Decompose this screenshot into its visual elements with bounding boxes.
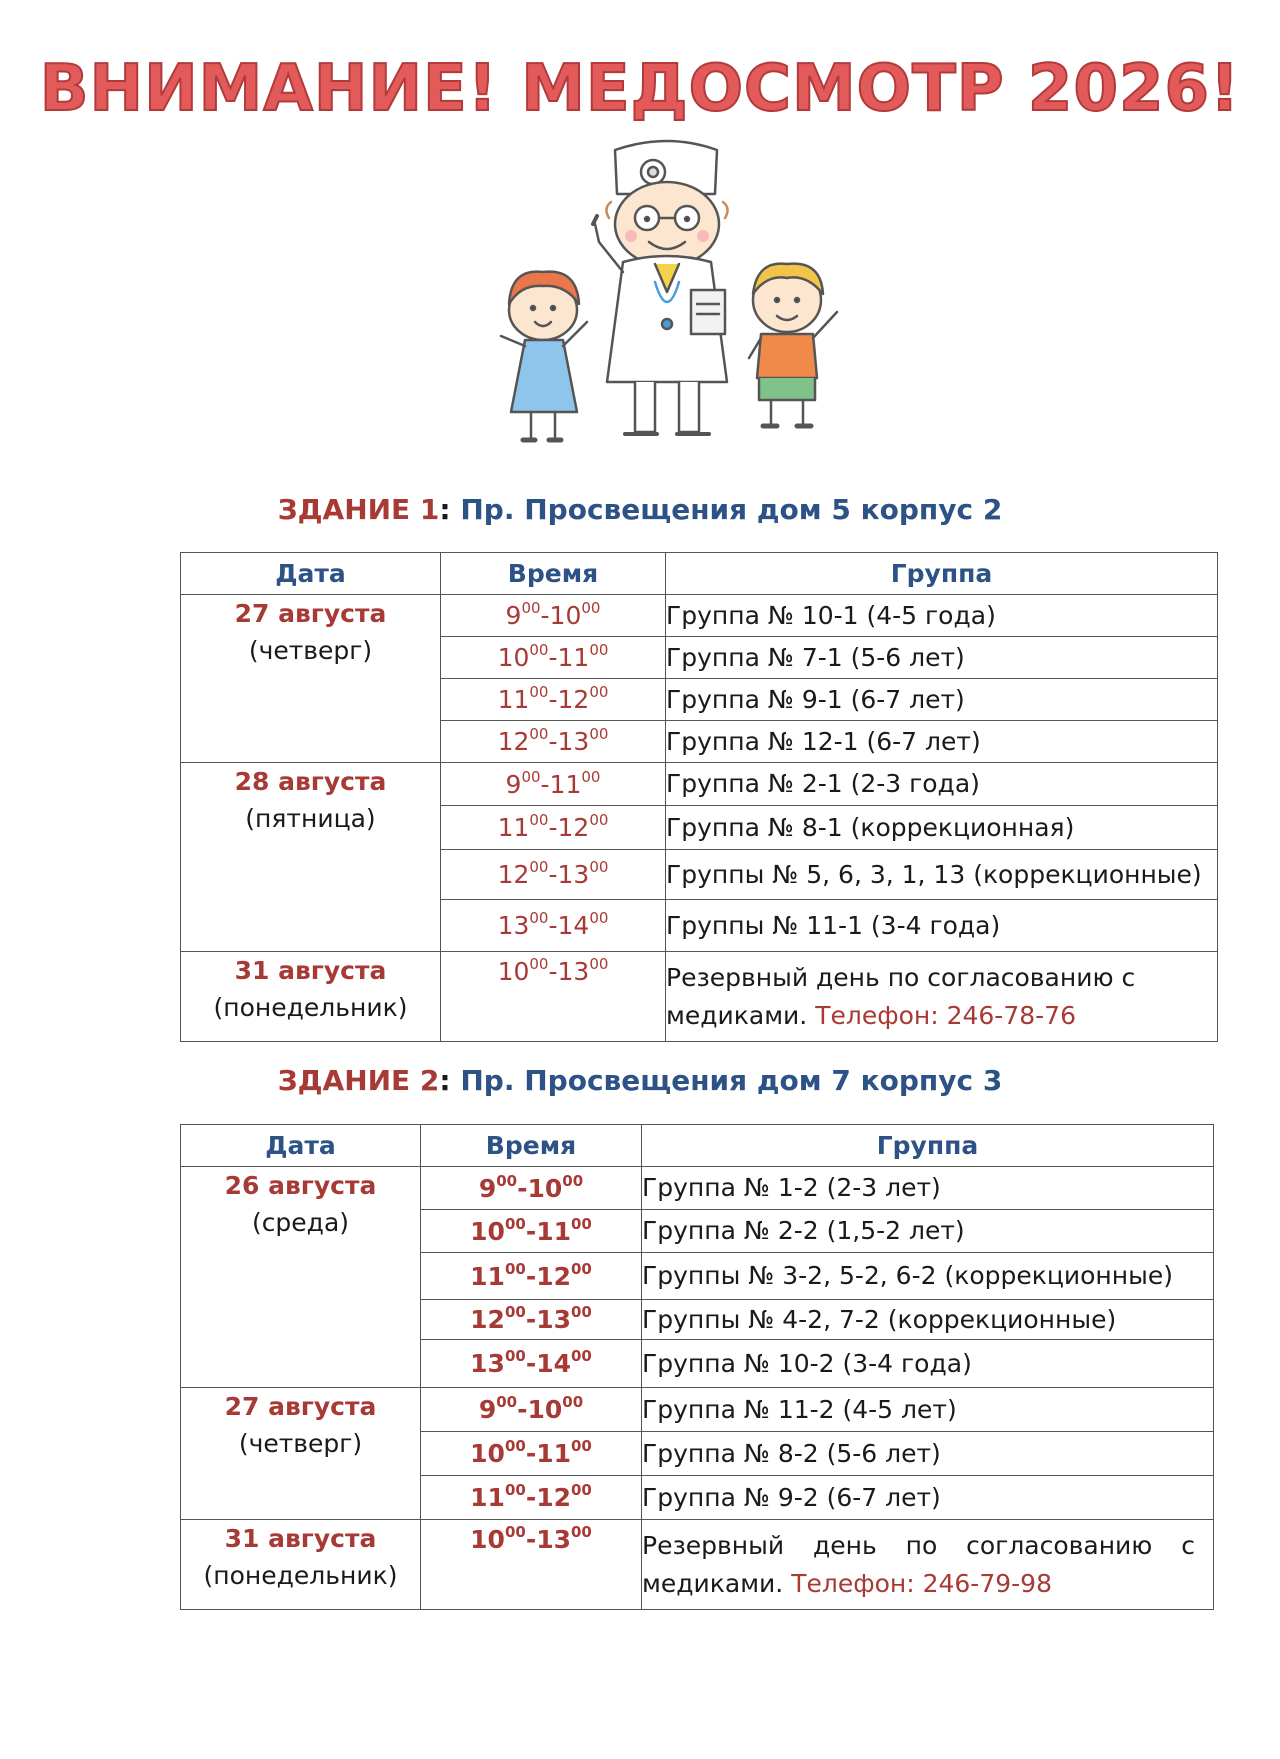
time-cell: $12^{00}-13^{00}$ <box>441 721 666 763</box>
date-cell <box>181 1167 421 1388</box>
building-1-heading <box>0 493 1280 526</box>
time-cell: $11^{00}-12^{00}$ <box>441 806 666 850</box>
group-cell: Группа № 12-1 (6-7 лет) <box>666 721 1218 763</box>
date-cell <box>181 595 441 763</box>
date: 31 августа <box>224 1524 377 1553</box>
time-cell: $12^{00}-13^{00}$ <box>421 1300 642 1340</box>
group-cell <box>642 1520 1214 1610</box>
date: 27 августа <box>224 1392 377 1421</box>
group-cell: Группа № 9-1 (6-7 лет) <box>666 679 1218 721</box>
weekday: (пятница) <box>245 804 376 833</box>
time-cell: $10^{00}-11^{00}$ <box>421 1210 642 1253</box>
date-cell <box>181 952 441 1042</box>
time-cell: $11^{00}-12^{00}$ <box>441 679 666 721</box>
time-cell: $10^{00}-11^{00}$ <box>441 637 666 679</box>
group-cell: Группы № 11-1 (3-4 года) <box>666 900 1218 952</box>
time-cell: $9^{00}-10^{00}$ <box>421 1167 642 1210</box>
date: 27 августа <box>234 599 387 628</box>
date-cell <box>181 1388 421 1520</box>
building-2-heading <box>0 1064 1280 1097</box>
time-cell: $9^{00}-10^{00}$ <box>441 595 666 637</box>
table-header-row <box>181 553 1218 595</box>
time-cell: $10^{00}-13^{00}$ <box>441 952 666 1042</box>
building-1-address: Пр. Просвещения дом 5 корпус 2 <box>450 493 1003 526</box>
doctor-with-children-illustration <box>495 132 845 462</box>
group-cell: Группа № 1-2 (2-3 лет) <box>642 1167 1214 1210</box>
group-cell: Группа № 9-2 (6-7 лет) <box>642 1476 1214 1520</box>
table-row <box>181 952 1218 1042</box>
group-cell: Группы № 4-2, 7-2 (коррекционные) <box>642 1300 1214 1340</box>
time-cell: $13^{00}-14^{00}$ <box>441 900 666 952</box>
date: 26 августа <box>224 1171 377 1200</box>
time-cell: $10^{00}-13^{00}$ <box>421 1520 642 1610</box>
heading-separator: : <box>439 493 451 526</box>
group-cell: Группа № 7-1 (5-6 лет) <box>666 637 1218 679</box>
column-header-date: Дата <box>181 553 441 595</box>
table-row <box>181 595 1218 637</box>
weekday: (четверг) <box>248 636 373 665</box>
column-header-time: Время <box>421 1125 642 1167</box>
table-header-row <box>181 1125 1214 1167</box>
date-cell <box>181 1520 421 1610</box>
weekday: (среда) <box>251 1208 350 1237</box>
table-row <box>181 1388 1214 1432</box>
time-cell: $11^{00}-12^{00}$ <box>421 1476 642 1520</box>
building-1-schedule-table <box>180 552 1218 1042</box>
page-title: ВНИМАНИЕ! МЕДОСМОТР 2026! <box>39 52 1241 126</box>
building-2-label: ЗДАНИЕ 2 <box>277 1064 440 1097</box>
column-header-group: Группа <box>666 553 1218 595</box>
group-cell: Группа № 11-2 (4-5 лет) <box>642 1388 1214 1432</box>
table-row <box>181 1167 1214 1210</box>
building-2-address: Пр. Просвещения дом 7 корпус 3 <box>450 1064 1003 1097</box>
group-cell: Группа № 8-1 (коррекционная) <box>666 806 1218 850</box>
group-cell: Группа № 2-1 (2-3 года) <box>666 763 1218 806</box>
weekday: (понедельник) <box>203 1561 398 1590</box>
weekday: (понедельник) <box>213 993 408 1022</box>
column-header-date: Дата <box>181 1125 421 1167</box>
table-row <box>181 1520 1214 1610</box>
column-header-group: Группа <box>642 1125 1214 1167</box>
date: 31 августа <box>234 956 387 985</box>
group-cell: Группа № 8-2 (5-6 лет) <box>642 1432 1214 1476</box>
date: 28 августа <box>234 767 387 796</box>
group-cell <box>666 952 1218 1042</box>
reserve-note: Резервный день по согласованию с медиками. <box>666 962 1136 1030</box>
group-cell: Группа № 2-2 (1,5-2 лет) <box>642 1210 1214 1253</box>
table-row <box>181 763 1218 806</box>
time-cell: $9^{00}-11^{00}$ <box>441 763 666 806</box>
group-cell: Группы № 5, 6, 3, 1, 13 (коррекционные) <box>666 850 1218 900</box>
time-cell: $11^{00}-12^{00}$ <box>421 1253 642 1300</box>
time-cell: $12^{00}-13^{00}$ <box>441 850 666 900</box>
weekday: (четверг) <box>238 1429 363 1458</box>
time-cell: $9^{00}-10^{00}$ <box>421 1388 642 1432</box>
column-header-time: Время <box>441 553 666 595</box>
phone-number: Телефон: 246-78-76 <box>807 1000 1076 1030</box>
date-cell <box>181 763 441 952</box>
reserve-note: Резервный день по согласованию с медиками. <box>642 1530 1195 1598</box>
time-cell: $13^{00}-14^{00}$ <box>421 1340 642 1388</box>
group-cell: Группы № 3-2, 5-2, 6-2 (коррекционные) <box>642 1253 1214 1300</box>
building-2-schedule-table <box>180 1124 1214 1610</box>
building-1-label: ЗДАНИЕ 1 <box>277 493 440 526</box>
phone-number: Телефон: 246-79-98 <box>783 1568 1052 1598</box>
group-cell: Группа № 10-1 (4-5 года) <box>666 595 1218 637</box>
group-cell: Группа № 10-2 (3-4 года) <box>642 1340 1214 1388</box>
time-cell: $10^{00}-11^{00}$ <box>421 1432 642 1476</box>
heading-separator: : <box>439 1064 451 1097</box>
